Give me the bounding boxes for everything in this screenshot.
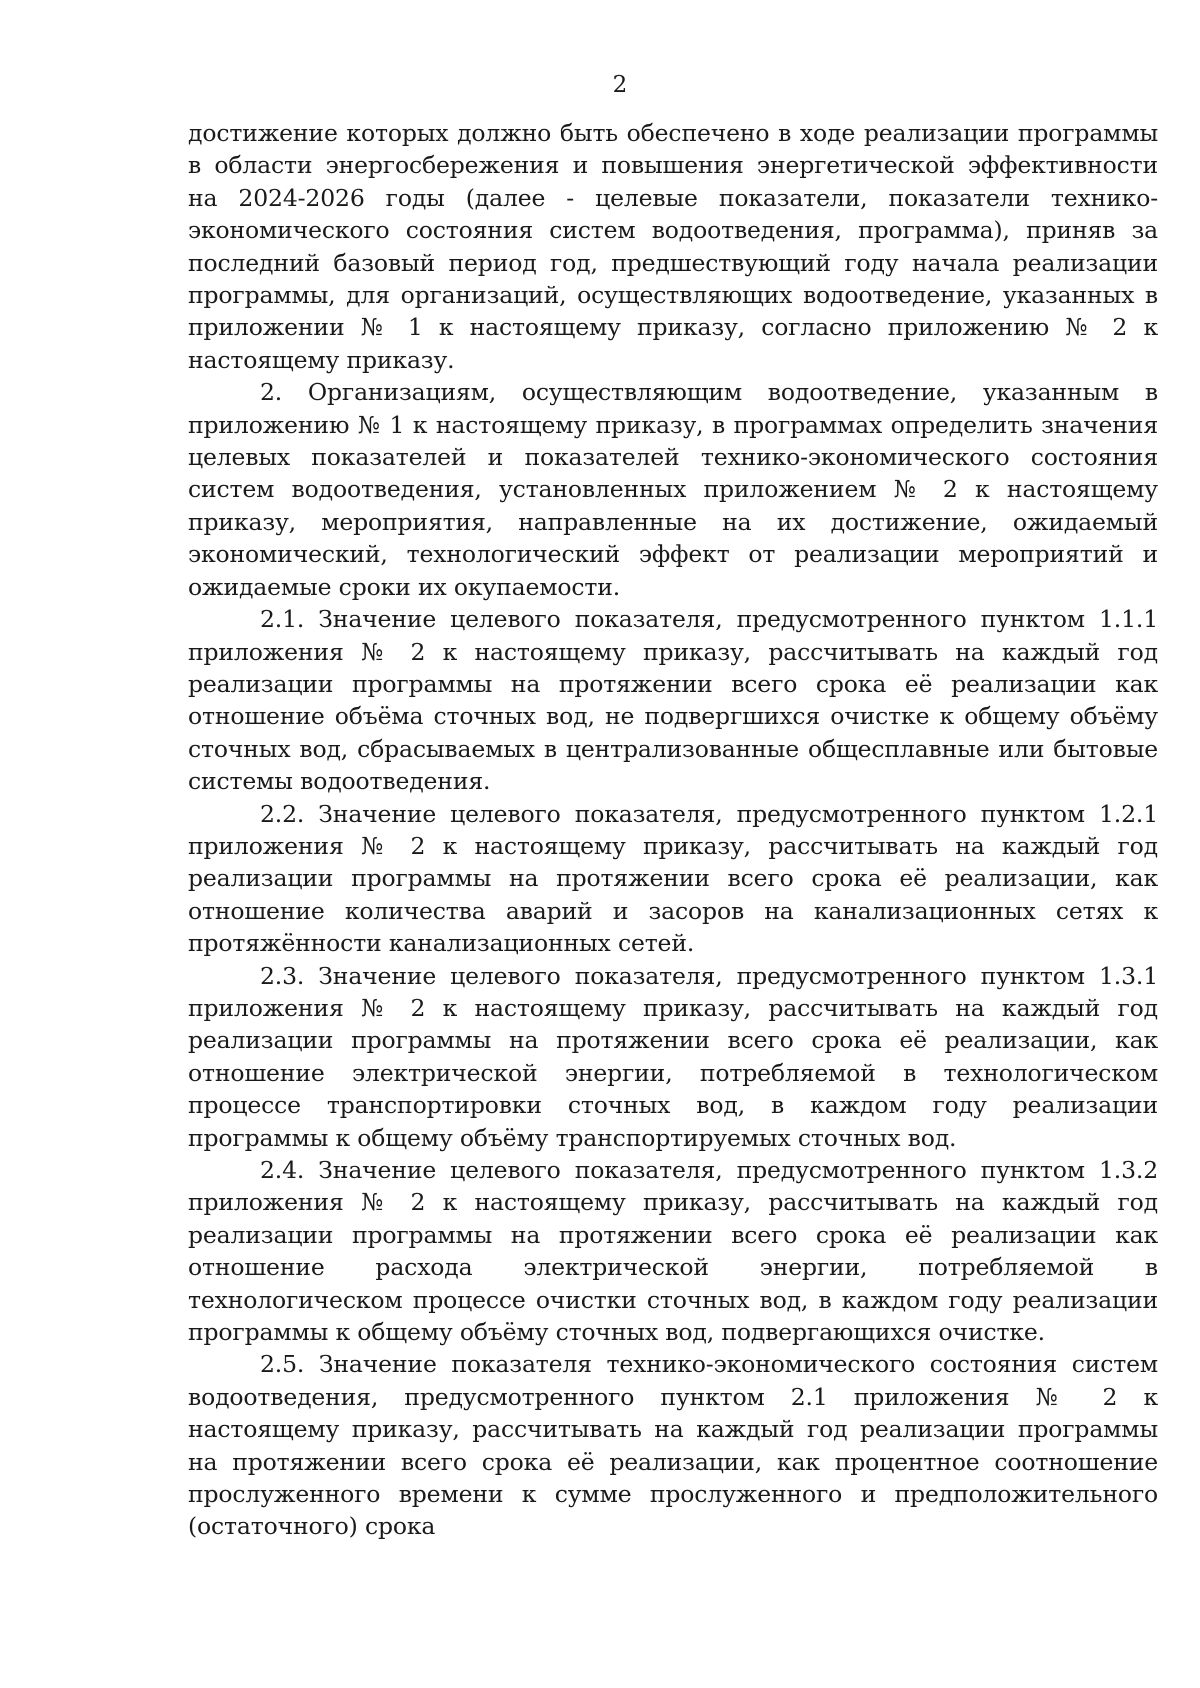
paragraph-2-2: 2.2. Значение целевого показателя, предусмотренного пунктом 1.2.1 приложения № 2 к настоящему приказу, рассчитывать на каждый год реализации программы на протяжении всего срока её реализации, как отношение количества аварий и засоров на канализационных сетях к протяжённости канализационных сетей. — [188, 799, 1158, 958]
paragraph-2-1: 2.1. Значение целевого показателя, предусмотренного пунктом 1.1.1 приложения № 2 к настоящему приказу, рассчитывать на каждый год реализации программы на протяжении всего срока её реализации как отношение объёма сточных вод, не подвергшихся очистке к общему объёму сточных вод, сбрасываемых в централизованные общесплавные или бытовые системы водоотведения. — [188, 605, 1158, 796]
paragraph-2-5: 2.5. Значение показателя технико-экономического состояния систем водоотведения, предусмотренного пунктом 2.1 приложения № 2 к настоящему приказу, рассчитывать на каждый год реализации программы на протяжении всего срока её реализации, как процентное соотношение прослуженного времени к сумме прослуженного и предположительного (остаточного) срока — [188, 1350, 1158, 1541]
paragraph-2: 2. Организациям, осуществляющим водоотведение, указанным в приложению № 1 к настоящему приказу, в программах определить значения целевых показателей и показателей технико-экономического состояния систем водоотведения, установленных приложением № 2 к настоящему приказу, мероприятия, направленные на их достижение, ожидаемый экономический, технологический эффект от реализации мероприятий и ожидаемые сроки их окупаемости. — [188, 378, 1158, 601]
page-number: 2 — [612, 72, 628, 98]
document-body — [188, 117, 1158, 1543]
paragraph-2-4: 2.4. Значение целевого показателя, предусмотренного пунктом 1.3.2 приложения № 2 к настоящему приказу, рассчитывать на каждый год реализации программы на протяжении всего срока её реализации как отношение расхода электрической энергии, потребляемой в технологическом процессе очистки сточных вод, в каждом году реализации программы к общему объёму сточных вод, подвергающихся очистке. — [188, 1156, 1158, 1347]
paragraph-2-3: 2.3. Значение целевого показателя, предусмотренного пунктом 1.3.1 приложения № 2 к настоящему приказу, рассчитывать на каждый год реализации программы на протяжении всего срока её реализации, как отношение электрической энергии, потребляемой в технологическом процессе транспортировки сточных вод, в каждом году реализации программы к общему объёму транспортируемых сточных вод. — [188, 961, 1158, 1152]
paragraph-continuation: достижение которых должно быть обеспечено в ходе реализации программы в области энергосбережения и повышения энергетической эффективности на 2024-2026 годы (далее - целевые показатели, показатели технико-экономического состояния систем водоотведения, программа), приняв за последний базовый период год, предшествующий году начала реализации программы, для организаций, осуществляющих водоотведение, указанных в приложении № 1 к настоящему приказу, согласно приложению № 2 к настоящему приказу. — [188, 119, 1158, 374]
